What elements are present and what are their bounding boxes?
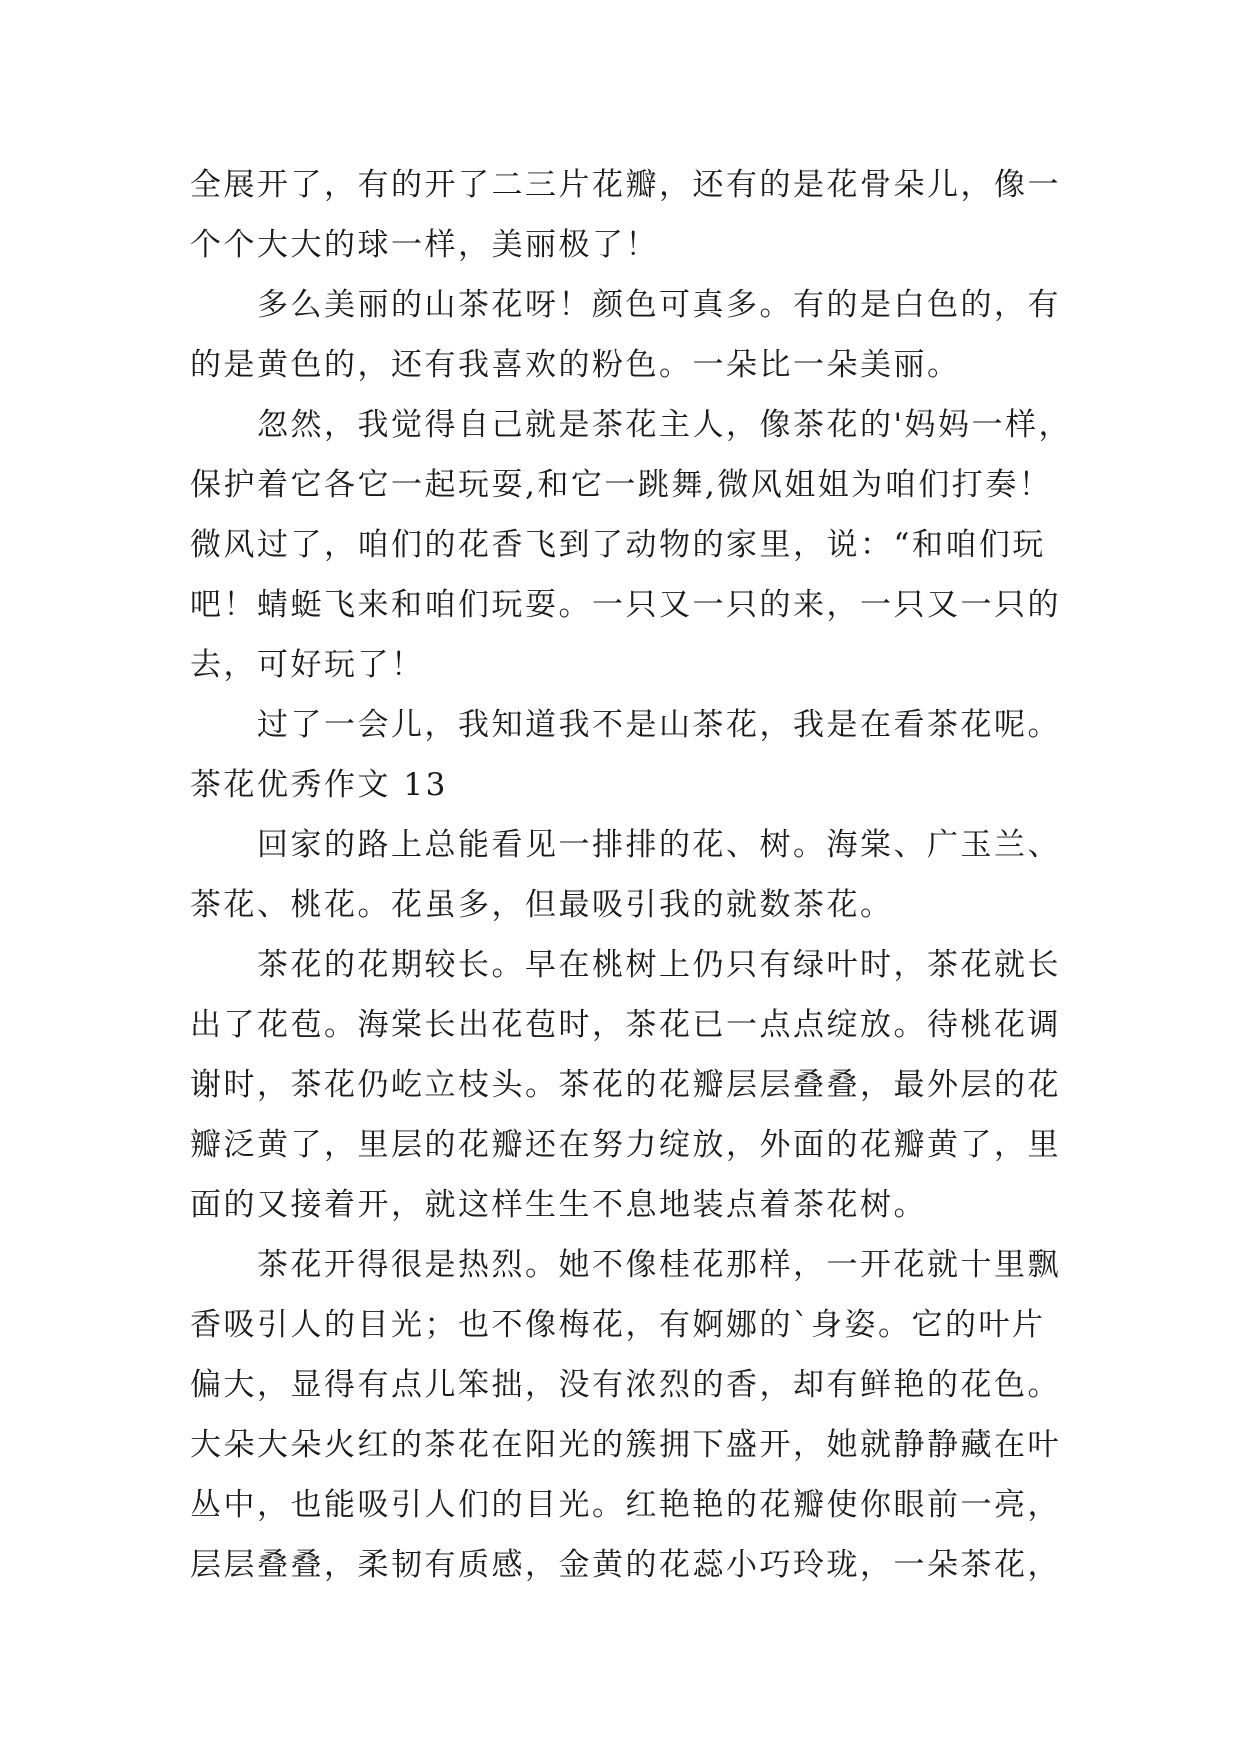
text-line: 微风过了，咱们的花香飞到了动物的家里，说：“和咱们玩: [190, 527, 1046, 563]
text-line: 全展开了，有的开了二三片花瓣，还有的是花骨朵儿，像一: [190, 167, 1061, 203]
text-line: 过了一会儿，我知道我不是山茶花，我是在看茶花呢。: [190, 707, 1061, 743]
text-line: 瓣泛黄了，里层的花瓣还在努力绽放，外面的花瓣黄了，里: [190, 1127, 1061, 1163]
text-line: 谢时，茶花仍屹立枝头。茶花的花瓣层层叠叠，最外层的花: [190, 1067, 1061, 1103]
text-line: 大朵大朵火红的茶花在阳光的簇拥下盛开，她就静静藏在叶: [190, 1427, 1061, 1463]
text-line: 吧！蜻蜓飞来和咱们玩耍。一只又一只的来，一只又一只的: [190, 587, 1061, 623]
text-line: 出了花苞。海棠长出花苞时，茶花已一点点绽放。待桃花调: [190, 1007, 1061, 1043]
text-line: 茶花、桃花。花虽多，但最吸引我的就数茶花。: [190, 887, 894, 923]
text-line: 偏大，显得有点儿笨拙，没有浓烈的香，却有鲜艳的花色。: [190, 1367, 1061, 1403]
text-line: 面的又接着开，就这样生生不息地装点着茶花树。: [190, 1187, 927, 1223]
text-line: 保护着它各它一起玩耍,和它一跳舞,微风姐姐为咱们打奏！: [190, 467, 1053, 503]
text-line: 多么美丽的山茶花呀！颜色可真多。有的是白色的，有: [190, 287, 1061, 323]
text-line: 去，可好玩了！: [190, 647, 425, 683]
text-line: 忽然，我觉得自己就是茶花主人，像茶花的'妈妈一样，: [190, 407, 1073, 443]
text-line: 层层叠叠，柔韧有质感，金黄的花蕊小巧玲珑，一朵茶花，: [190, 1547, 1061, 1583]
text-line: 丛中，也能吸引人们的目光。红艳艳的花瓣使你眼前一亮，: [190, 1487, 1061, 1523]
text-line: 的是黄色的，还有我喜欢的粉色。一朵比一朵美丽。: [190, 347, 961, 383]
text-line: 回家的路上总能看见一排排的花、树。海棠、广玉兰、: [190, 827, 1061, 863]
text-line: 茶花的花期较长。早在桃树上仍只有绿叶时，茶花就长: [190, 947, 1061, 983]
section-heading: 茶花优秀作文 13: [190, 767, 448, 803]
text-line: 茶花开得很是热烈。她不像桂花那样，一开花就十里飘: [190, 1247, 1061, 1283]
text-line: 个个大大的球一样，美丽极了！: [190, 227, 659, 263]
text-line: 香吸引人的目光；也不像梅花，有婀娜的`身姿。它的叶片: [190, 1307, 1046, 1343]
